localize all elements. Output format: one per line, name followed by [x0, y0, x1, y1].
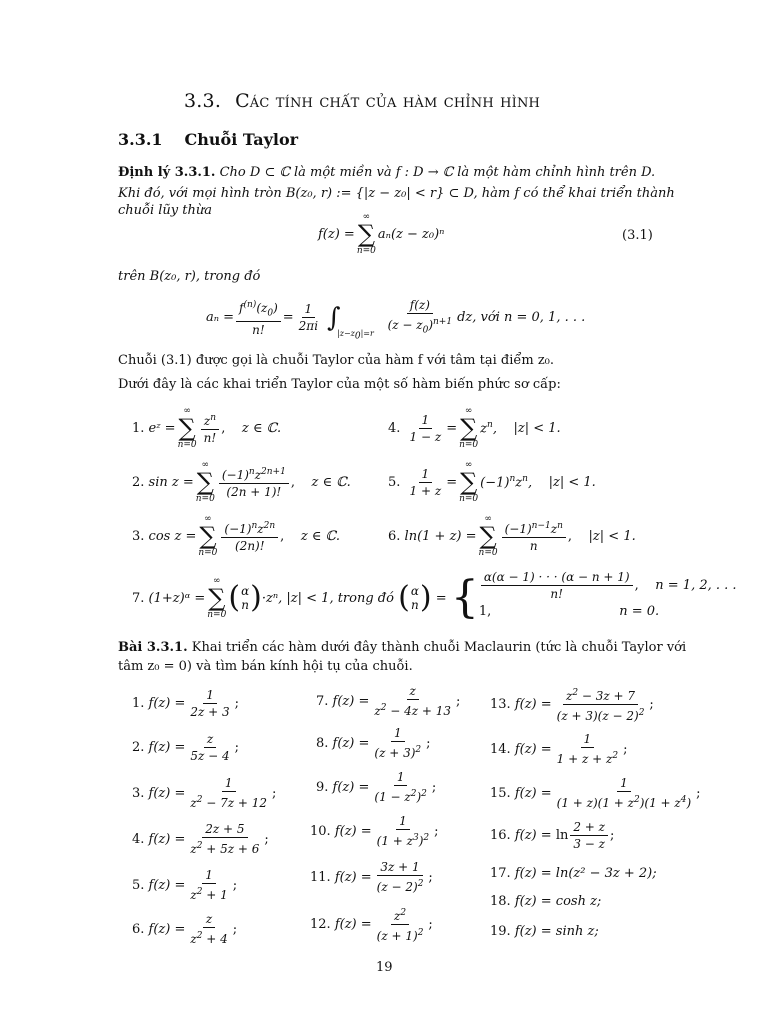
problem-6: 6. f(z) = $\frac{z}{z^2 + 4}$ ; [132, 912, 238, 946]
function-lhs: f(z) = [514, 741, 552, 757]
function-lhs: f(z) = [334, 917, 372, 932]
fraction: $\frac{f(z)}{(z - z_0)^{n+1}}$ [387, 298, 453, 336]
equation-number: (3.1) [622, 228, 653, 243]
item-number: 18. [490, 894, 511, 909]
fraction: $\frac{1}{1 - z}$ [409, 412, 442, 444]
equation-3-1 [318, 212, 444, 256]
function-definition: f(z) = sinh z; [514, 924, 599, 939]
expansion-1: 1. eᶻ = ∞ ∑ n=0 $\frac{z^n}{n!}$ , z ∈ ℂ. [132, 406, 282, 450]
item-number: 12. [310, 917, 331, 932]
item-number: 7. [316, 693, 329, 709]
function-lhs: f(z) = [148, 877, 186, 893]
coefficient-lhs: aₙ = [206, 310, 235, 326]
exercise-line-2: tâm z₀ = 0) và tìm bán kính hội tụ của chuỗi. [118, 659, 413, 674]
expansion-4: 4. $\frac{1}{1 - z}$ = ∞ ∑ n=0 $z^n$, |z| < 1. [388, 406, 561, 450]
problem-3: 3. f(z) = $\frac{1}{z^2 - 7z + 12}$ ; [132, 776, 277, 810]
item-number: 13. [490, 697, 511, 712]
function-lhs: f(z) = [148, 921, 186, 937]
case-condition: n = 1, 2, . . . [655, 577, 737, 593]
item-number: 14. [490, 741, 511, 757]
coefficient-formula: aₙ = $\frac{f^{(n)}(z_0)}{n!}$ = $\frac{1}{2\pi i}$ ∫ $|z-z_0|=r$ $\frac{f(z)}{(z - z_0)^{n+1}}$ dz, với n = 0, 1, . . . [206, 298, 586, 342]
expansion-condition: |z| < 1. [513, 420, 561, 436]
expansion-7: 7. (1+z)ᵅ = ∞ ∑ n=0 ( α n ) ·zⁿ, |z| < 1, trong đó ( α n ) = { $\frac{\alpha(\alpha - 1) \cdot \cdot \cdot (\alpha - n + 1)}{n!}$ , n = 1, 2, . . . 1, n = 0. [132, 569, 737, 623]
exercise-text-1: Khai triển các hàm dưới đây thành chuỗi Maclaurin (tức là chuỗi Taylor với [191, 640, 687, 655]
sum-symbol: ∞ ∑ n=0 [478, 514, 498, 558]
item-number: 19. [490, 924, 511, 939]
expansion-middle: ·zⁿ, |z| < 1, trong đó [261, 590, 394, 606]
function-lhs: f(z) = [332, 735, 370, 751]
theorem-line-2: Khi đó, với mọi hình tròn B(z₀, r) := {|z − z₀| < r} ⊂ D, hàm f có thể khai triển thành [118, 186, 675, 201]
fraction: $\frac{z^n}{n!}$ [201, 411, 220, 445]
fraction: $\frac{(-1)^{n-1}z^n}{n}$ [502, 519, 566, 553]
section-title-text: Các tính chất của hàm chỉnh hình [235, 90, 541, 112]
function-lhs: f(z) = [334, 823, 372, 839]
fraction: $\frac{1}{2\pi i}$ [298, 302, 319, 334]
section-number: 3.3. [184, 90, 222, 112]
problem-2: 2. f(z) = $\frac{z}{5z - 4}$ ; [132, 732, 240, 763]
section-title [184, 90, 540, 112]
function-lhs: f(z) = [332, 693, 370, 709]
item-number: 4. [132, 831, 145, 847]
theorem-line-3: chuỗi lũy thừa [118, 203, 212, 218]
binomial: ( α n ) [228, 580, 262, 615]
problem-15: 15. f(z) = $\frac{1}{(1 + z)(1 + z^2)(1 + z^4)}$ ; [490, 776, 701, 810]
equation-rhs: aₙ(z − z₀)ⁿ [377, 226, 445, 242]
sum-symbol: ∞ ∑ n=0 [198, 514, 218, 558]
expansion-lhs: cos z = [148, 528, 197, 544]
theorem-label: Định lý 3.3.1. [118, 165, 216, 180]
fraction: $\frac{(-1)^nz^{2n}}{(2n)!}$ [221, 519, 278, 553]
binomial: ( α n ) [398, 580, 432, 615]
subsection-number: 3.3.1 [118, 130, 163, 149]
problem-10: 10. f(z) = $\frac{1}{(1 + z^3)^2}$ ; [310, 814, 439, 848]
function-lhs: f(z) = [514, 828, 552, 843]
item-number: 3. [132, 528, 145, 544]
item-number: 16. [490, 828, 511, 843]
fraction: $\frac{(-1)^nz^{2n+1}}{(2n + 1)!}$ [219, 465, 289, 499]
exercise-line-1 [118, 637, 686, 658]
theorem-line-1 [118, 162, 655, 183]
case-value: 1, [478, 603, 492, 619]
function-lhs: f(z) = [148, 740, 186, 755]
subsection-title [118, 130, 298, 149]
problem-11: 11. f(z) = $\frac{3z + 1}{(z - 2)^2}$ ; [310, 860, 433, 894]
problem-16: 16. f(z) = ln $\frac{2 + z}{3 - z}$ ; [490, 820, 615, 851]
sum-symbol: ∞ ∑ n=0 [177, 406, 197, 450]
item-number: 1. [132, 420, 145, 436]
expansion-condition: |z| < 1. [548, 474, 596, 490]
problem-14: 14. f(z) = $\frac{1}{1 + z + z^2}$ ; [490, 732, 628, 766]
equation-lhs: f(z) = [318, 226, 355, 242]
page-number: 19 [376, 960, 393, 975]
fraction: $\frac{f^{(n)}(z_0)}{n!}$ [236, 298, 281, 337]
function-lhs: f(z) = [514, 785, 552, 801]
function-lhs: f(z) = [148, 785, 186, 801]
problem-9: 9. f(z) = $\frac{1}{(1 - z^2)^2}$ ; [316, 770, 437, 804]
item-number: 6. [132, 921, 145, 937]
problem-4: 4. f(z) = $\frac{2z + 5}{z^2 + 5z + 6}$ ; [132, 822, 269, 856]
problem-1: 1. f(z) = $\frac{1}{2z + 3}$ ; [132, 688, 240, 719]
function-lhs: f(z) = [514, 697, 552, 712]
item-number: 17. [490, 866, 511, 881]
sum-symbol: ∞ ∑ n=0 [459, 406, 479, 450]
item-number: 9. [316, 779, 329, 795]
problem-17 [490, 866, 657, 881]
expansion-2: 2. sin z = ∞ ∑ n=0 $\frac{(-1)^nz^{2n+1}}{(2n + 1)!}$ , z ∈ ℂ. [132, 460, 351, 504]
function-lhs: f(z) = [148, 696, 186, 711]
expansion-lhs: sin z = [148, 474, 194, 490]
sum-symbol: ∞ ∑ n=0 [356, 212, 376, 256]
function-definition: f(z) = ln(z² − 3z + 2); [514, 866, 657, 881]
item-number: 6. [388, 528, 401, 544]
expansion-5: 5. $\frac{1}{1 + z}$ = ∞ ∑ n=0 $(-1)^nz^n$, |z| < 1. [388, 460, 596, 504]
item-number: 1. [132, 696, 145, 711]
function-lhs: f(z) = [148, 831, 186, 847]
sum-symbol: ∞ ∑ n=0 [459, 460, 479, 504]
list-intro: Dưới đây là các khai triển Taylor của một số hàm biến phức sơ cấp: [118, 377, 561, 392]
expansion-lhs: eᶻ = [148, 420, 176, 436]
problem-8: 8. f(z) = $\frac{1}{(z + 3)^2}$ ; [316, 726, 431, 760]
item-number: 5. [132, 877, 145, 893]
item-number: 7. [132, 590, 145, 606]
brace: { [450, 572, 479, 623]
item-number: 3. [132, 785, 145, 801]
expansion-condition: |z| < 1. [588, 528, 636, 544]
item-number: 2. [132, 474, 145, 490]
expansion-3: 3. cos z = ∞ ∑ n=0 $\frac{(-1)^nz^{2n}}{(2n)!}$ , z ∈ ℂ. [132, 514, 341, 558]
expansion-lhs: ln(1 + z) = [404, 528, 477, 544]
taylor-note: Chuỗi (3.1) được gọi là chuỗi Taylor của hàm f với tâm tại điểm z₀. [118, 353, 555, 368]
item-number: 11. [310, 869, 331, 885]
sum-symbol: ∞ ∑ n=0 [195, 460, 215, 504]
case-condition: n = 0. [619, 603, 660, 619]
expansion-condition: z ∈ ℂ. [300, 528, 341, 544]
integral-symbol: ∫ $|z-z_0|=r$ [327, 302, 374, 342]
sum-symbol: ∞ ∑ n=0 [207, 576, 227, 620]
expansion-lhs: (1+z)ᵅ = [148, 590, 206, 606]
item-number: 4. [388, 420, 401, 436]
problem-13: 13. f(z) = $\frac{z^2 - 3z + 7}{(z + 3)(z - 2)^2}$ ; [490, 688, 654, 723]
item-number: 15. [490, 785, 511, 801]
function-lhs: f(z) = [332, 779, 370, 795]
item-number: 10. [310, 823, 331, 839]
fraction: $\frac{1}{1 + z}$ [409, 466, 442, 498]
expansion-condition: z ∈ ℂ. [311, 474, 351, 490]
where-clause: trên B(z₀, r), trong đó [118, 269, 261, 284]
subsection-title-text: Chuỗi Taylor [184, 130, 299, 149]
expansion-6: 6. ln(1 + z) = ∞ ∑ n=0 $\frac{(-1)^{n-1}z^n}{n}$ , |z| < 1. [388, 514, 636, 558]
problem-19 [490, 924, 599, 939]
coefficient-tail: dz, với n = 0, 1, . . . [457, 310, 586, 326]
problem-7: 7. f(z) = $\frac{z}{z^2 - 4z + 13}$ ; [316, 684, 461, 718]
expansion-condition: z ∈ ℂ. [241, 420, 282, 436]
problem-18 [490, 894, 601, 909]
exercise-label: Bài 3.3.1. [118, 640, 188, 655]
function-definition: f(z) = cosh z; [514, 894, 602, 909]
problem-5: 5. f(z) = $\frac{1}{z^2 + 1}$ ; [132, 868, 238, 902]
function-lhs: f(z) = [334, 869, 372, 885]
theorem-text-1: Cho D ⊂ ℂ là một miền và f : D → ℂ là một hàm chỉnh hình trên D. [219, 165, 656, 180]
item-number: 8. [316, 735, 329, 751]
item-number: 5. [388, 474, 401, 490]
item-number: 2. [132, 740, 145, 755]
problem-12: 12. f(z) = $\frac{z^2}{(z + 1)^2}$ ; [310, 908, 433, 943]
cases: $\frac{\alpha(\alpha - 1) \cdot \cdot \cdot (\alpha - n + 1)}{n!}$ , n = 1, 2, . . . 1, n = 0. [478, 569, 737, 619]
